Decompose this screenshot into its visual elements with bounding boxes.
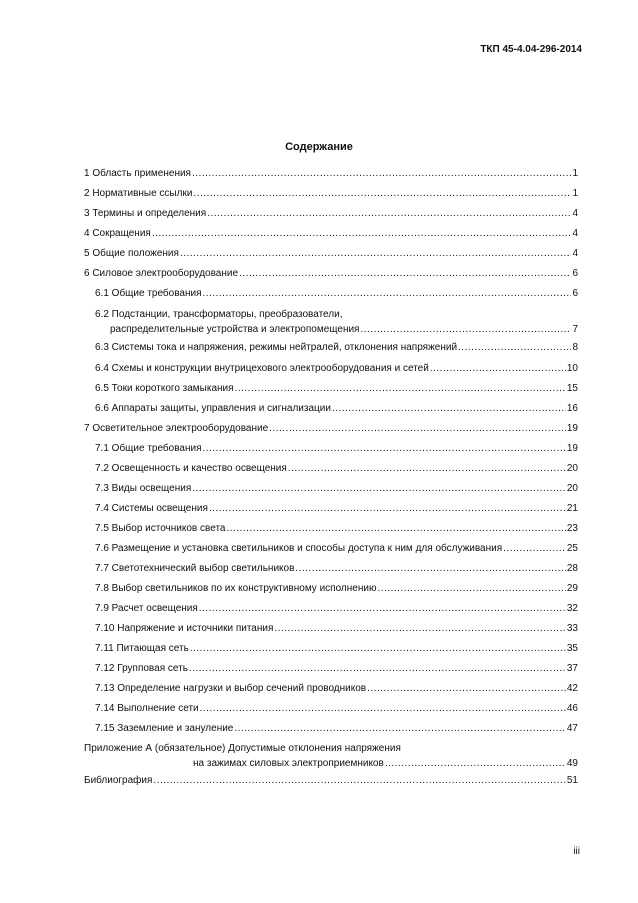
toc-entry-label: 6.1 Общие требования (95, 288, 202, 299)
toc-entry-page: 29 (566, 583, 578, 594)
toc-entry-label: 2 Нормативные ссылки (84, 188, 193, 199)
toc-entry-page: 21 (566, 503, 578, 514)
toc-entry-page: 8 (572, 342, 578, 353)
toc-entry-7 (84, 423, 578, 435)
toc-entry-7-14 (84, 703, 578, 715)
toc-entry-label: 7.15 Заземление и зануление (95, 723, 234, 734)
dot-leader (274, 623, 566, 635)
toc-entry-page: 1 (572, 168, 578, 179)
toc-entry-7-7 (84, 563, 578, 575)
dot-leader (207, 208, 571, 220)
toc-entry-label: 3 Термины и определения (84, 208, 207, 219)
dot-leader (234, 723, 566, 735)
toc-entry-page: 47 (566, 723, 578, 734)
toc-entry-5 (84, 248, 578, 260)
toc-entry-6-1 (84, 288, 578, 300)
toc-entry-page: 37 (566, 663, 578, 674)
toc-entry-page: 4 (572, 208, 578, 219)
toc-entry-label: 7.2 Освещенность и качество освещения (95, 463, 287, 474)
toc-entry-7-13 (84, 683, 578, 695)
toc-entry-label: 7.6 Размещение и установка светильников и способы доступа к ним для обслуживания (95, 543, 503, 554)
toc-entry-6-2 (84, 309, 578, 336)
dot-leader (153, 775, 565, 787)
document-code: ТКП 45-4.04-296-2014 (480, 44, 582, 55)
toc-entry-6-3 (84, 342, 578, 354)
toc-entry-7-9 (84, 603, 578, 615)
toc-entry-page: 10 (566, 363, 578, 374)
toc-entry-7-5 (84, 523, 578, 535)
dot-leader (209, 503, 566, 515)
toc-entry-label: 7.8 Выбор светильников по их конструктивному исполнению (95, 583, 377, 594)
toc-entry-7-10 (84, 623, 578, 635)
toc-entry-label-line1: Приложение А (обязательное) Допустимые отклонения напряжения (84, 743, 401, 754)
toc-entry-6-4 (84, 363, 578, 375)
toc-entry-7-12 (84, 663, 578, 675)
toc-entry-label: 4 Сокращения (84, 228, 151, 239)
toc-entry-page: 42 (566, 683, 578, 694)
dot-leader (192, 168, 571, 180)
toc-entry-1 (84, 168, 578, 180)
toc-entry-page: 7 (572, 324, 578, 335)
toc-entry-label: 7.1 Общие требования (95, 443, 202, 454)
toc-entry-6 (84, 268, 578, 280)
dot-leader (377, 583, 565, 595)
dot-leader (203, 443, 566, 455)
toc-entry-label: 1 Область применения (84, 168, 191, 179)
toc-entry-page: 33 (566, 623, 578, 634)
toc-entry-page: 19 (566, 423, 578, 434)
toc-entry-7-11 (84, 643, 578, 655)
toc-entry-page: 20 (566, 463, 578, 474)
toc-entry-page: 4 (572, 228, 578, 239)
dot-leader (203, 288, 572, 300)
toc-entry-label: 7.3 Виды освещения (95, 483, 192, 494)
dot-leader (360, 324, 571, 336)
dot-leader (430, 363, 566, 375)
dot-leader (189, 663, 566, 675)
toc-entry-bibliography (84, 775, 578, 787)
toc-entry-7-2 (84, 463, 578, 475)
toc-entry-page: 6 (572, 288, 578, 299)
toc-entry-3 (84, 208, 578, 220)
toc-entry-6-6 (84, 403, 578, 415)
toc-entry-label: 7.7 Светотехнический выбор светильников (95, 563, 295, 574)
toc-entry-page: 20 (566, 483, 578, 494)
toc-entry-label: 7.12 Групповая сеть (95, 663, 188, 674)
toc-entry-page: 1 (572, 188, 578, 199)
dot-leader (332, 403, 566, 415)
dot-leader (180, 248, 572, 260)
dot-leader (288, 463, 566, 475)
toc-entry-6-5 (84, 383, 578, 395)
dot-leader (385, 758, 566, 770)
dot-leader (503, 543, 566, 555)
toc-entry-label: 7.9 Расчет освещения (95, 603, 198, 614)
toc-entry-label: 6.6 Аппараты защиты, управления и сигнализации (95, 403, 331, 414)
toc-entry-7-3 (84, 483, 578, 495)
dot-leader (192, 483, 566, 495)
toc-entry-page: 16 (566, 403, 578, 414)
toc-entry-label: 7.5 Выбор источников света (95, 523, 226, 534)
toc-entry-page: 23 (566, 523, 578, 534)
toc-entry-label: 6.3 Системы тока и напряжения, режимы нейтралей, отклонения напряжений (95, 342, 458, 353)
toc-entry-label: 7.10 Напряжение и источники питания (95, 623, 274, 634)
toc-entry-label: 7.14 Выполнение сети (95, 703, 199, 714)
toc-entry-label: 5 Общие положения (84, 248, 179, 259)
dot-leader (200, 703, 566, 715)
toc-entry-page: 15 (566, 383, 578, 394)
toc-title: Содержание (285, 141, 353, 153)
toc-entry-page: 28 (566, 563, 578, 574)
toc-entry-7-15 (84, 723, 578, 735)
dot-leader (367, 683, 566, 695)
page-number: iii (573, 846, 580, 857)
toc-entry-page: 35 (566, 643, 578, 654)
dot-leader (190, 643, 566, 655)
toc-entry-label: 6 Силовое электрооборудование (84, 268, 239, 279)
dot-leader (199, 603, 566, 615)
toc-entry-page: 49 (566, 758, 578, 769)
dot-leader (235, 383, 566, 395)
dot-leader (269, 423, 566, 435)
toc-entry-label: на зажимах силовых электроприемников (193, 758, 384, 769)
toc-entry-page: 25 (566, 543, 578, 554)
toc-entry-7-4 (84, 503, 578, 515)
dot-leader (152, 228, 572, 240)
toc-entry-7-6 (84, 543, 578, 555)
toc-entry-label: 7 Осветительное электрооборудование (84, 423, 269, 434)
toc-entry-label: Библиография (84, 775, 153, 786)
dot-leader (239, 268, 571, 280)
toc-entry-2 (84, 188, 578, 200)
dot-leader (458, 342, 571, 354)
toc-entry-page: 51 (566, 775, 578, 786)
toc-entry-page: 6 (572, 268, 578, 279)
toc-entry-label: 7.11 Питающая сеть (95, 643, 189, 654)
toc-entry-page: 4 (572, 248, 578, 259)
toc-entry-label: распределительные устройства и электропомещения (110, 324, 360, 335)
dot-leader (193, 188, 571, 200)
toc-entry-7-1 (84, 443, 578, 455)
table-of-contents (84, 168, 578, 786)
toc-entry-label: 6.4 Схемы и конструкции внутрицехового электрооборудования и сетей (95, 363, 429, 374)
dot-leader (295, 563, 565, 575)
toc-entry-label: 6.5 Токи короткого замыкания (95, 383, 234, 394)
toc-entry-page: 32 (566, 603, 578, 614)
toc-entry-4 (84, 228, 578, 240)
toc-entry-page: 46 (566, 703, 578, 714)
toc-entry-label-line1: 6.2 Подстанции, трансформаторы, преобразователи, (95, 309, 343, 320)
toc-entry-page: 19 (566, 443, 578, 454)
toc-entry-label: 7.4 Системы освещения (95, 503, 208, 514)
dot-leader (226, 523, 565, 535)
toc-entry-appendix-a (84, 743, 578, 770)
toc-entry-label: 7.13 Определение нагрузки и выбор сечений проводников (95, 683, 367, 694)
toc-entry-7-8 (84, 583, 578, 595)
